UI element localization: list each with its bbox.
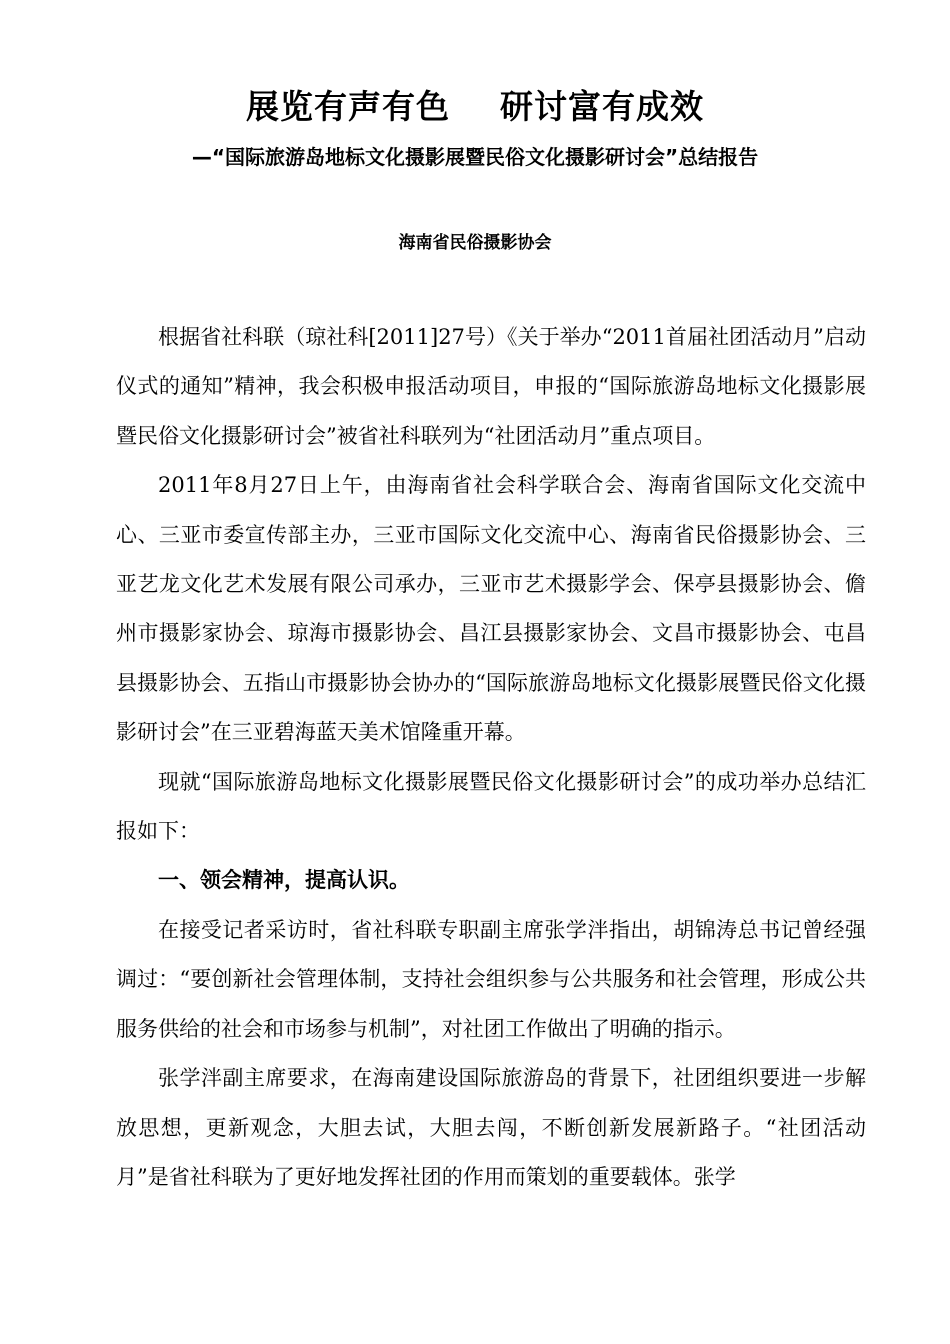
document-title: 展览有声有色 研讨富有成效 <box>246 87 704 126</box>
paragraph: 现就“国际旅游岛地标文化摄影展暨民俗文化摄影研讨会”的成功举办总结汇报如下： <box>116 769 866 844</box>
document-subtitle: —“国际旅游岛地标文化摄影展暨民俗文化摄影研讨会”总结报告 <box>191 145 759 169</box>
paragraph: 在接受记者采访时，省社科联专职副主席张学泮指出，胡锦涛总书记曾经强调过：“要创新社会管理体制，支持社会组织参与公共服务和社会管理，形成公共服务供给的社会和市场参与机制”，对社团工作做出了明确的指示。 <box>116 917 866 1041</box>
paragraph: 根据省社科联（琼社科[2011]27号）《关于举办“2011首届社团活动月”启动仪式的通知”精神，我会积极申报活动项目，申报的“国际旅游岛地标文化摄影展暨民俗文化摄影研讨会”被省社科联列为“社团活动月”重点项目。 <box>116 325 866 448</box>
author-organization: 海南省民俗摄影协会 <box>398 233 552 253</box>
section-heading: 一、领会精神，提高认识。 <box>158 868 410 893</box>
paragraph: 2011年8月27日上午，由海南省社会科学联合会、海南省国际文化交流中心、三亚市委宣传部主办，三亚市国际文化交流中心、海南省民俗摄影协会、三亚艺龙文化艺术发展有限公司承办，三亚市艺术摄影学会、保亭县摄影协会、儋州市摄影家协会、琼海市摄影协会、昌江县摄影家协会、文昌市摄影协会、屯昌县摄影协会、五指山市摄影协会协办的“国际旅游岛地标文化摄影展暨民俗文化摄影研讨会”在三亚碧海蓝天美术馆隆重开幕。 <box>116 473 866 745</box>
paragraph: 张学泮副主席要求，在海南建设国际旅游岛的背景下，社团组织要进一步解放思想，更新观念，大胆去试，大胆去闯，不断创新发展新路子。“社团活动月”是省社科联为了更好地发挥社团的作用而策划的重要载体。张学 <box>116 1066 866 1189</box>
document-body <box>116 313 866 1202</box>
